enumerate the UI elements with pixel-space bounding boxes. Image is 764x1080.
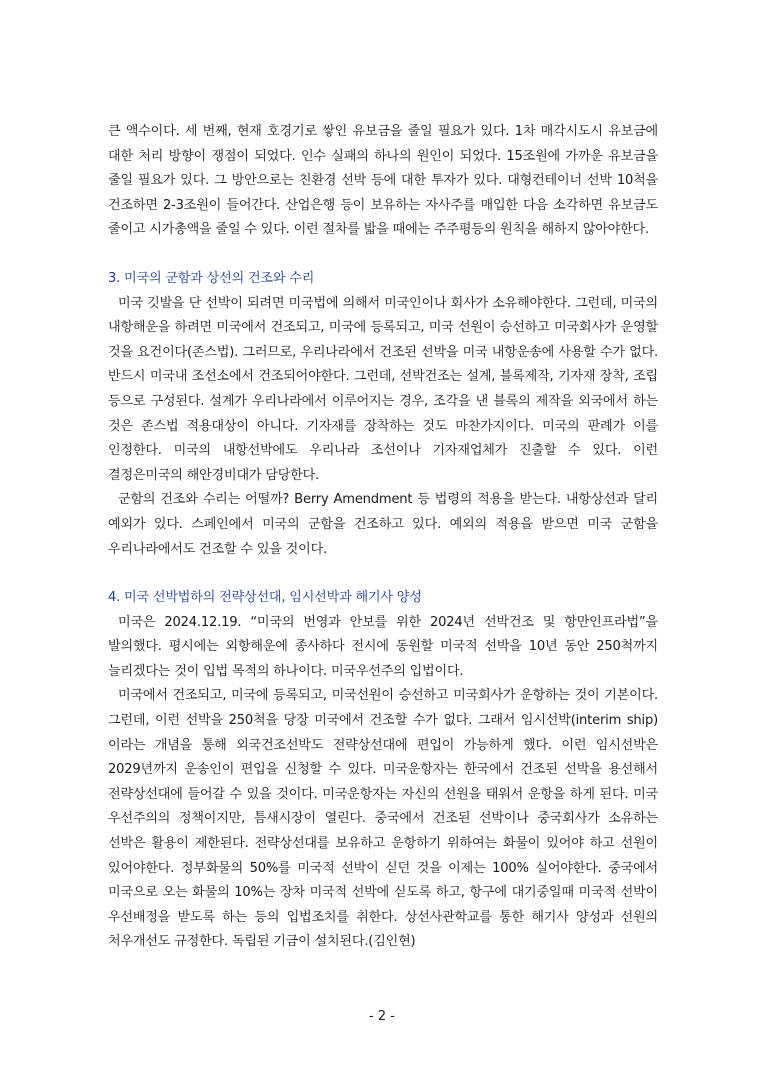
section-3-paragraph-1: 미국 깃발을 단 선박이 되려면 미국법에 의해서 미국인이나 회사가 소유해야한다. 그런데, 미국의 내항해운을 하려면 미국에서 건조되고, 미국에 등록되고, 미국 선원이 승선하고 미국회사가 운영할 것을 요건이다(존스법). 그러므로, 우리나라에서 건조된 선박을 미국 내항운송에 사용할 수가 없다. 반드시 미국내 조선소에서 건조되어야한다. 그런데, 선박건조는 설계, 블록제작, 기자재 장착, 조립 등으로 구성된다. 설계가 우리나라에서 이루어지는 경우, 조각을 낸 블록의 제작을 외국에서 하는 것은 존스법 적용대상이 아니다. 기자재를 장착하는 것도 마찬가지이다. 미국의 판례가 이를 인정한다. 미국의 내항선박에도 우리나라 조선이나 기자재업체가 진출할 수 있다. 이런 결정은미국의 해안경비대가 담당한다.: [108, 295, 658, 483]
section-4-paragraph-2: 미국에서 건조되고, 미국에 등록되고, 미국선원이 승선하고 미국회사가 운항하는 것이 기본이다. 그런데, 이런 선박을 250척을 당장 미국에서 건조할 수가 없다. 그래서 임시선박(interim ship)이라는 개념을 통해 외국건조선박도 전략상선대에 편입이 가능하게 했다. 이런 임시선박은 2029년까지 운송인이 편입을 신청할 수 있다. 미국운항자는 한국에서 건조된 선박을 용선해서 전략상선대에 들어갈 수 있을 것이다. 미국운항자는 자신의 선원을 태워서 운항을 하게 된다. 미국 우선주의의 정책이지만, 틈새시장이 열린다. 중국에서 건조된 선박이나 중국회사가 소유하는 선박은 활용이 제한된다. 전략상선대를 보유하고 운항하기 위하여는 화물이 있어야 하고 선원이 있어야한다. 정부화물의 50%를 미국적 선박이 싣던 것을 이제는 100% 실어야한다. 중국에서 미국으로 오는 화물의 10%는 장차 미국적 선박에 싣도록 하고, 항구에 대기중일때 미국적 선박이 우선배정을 받도록 하는 등의 입법조치를 취한다. 상선사관학교를 통한 해기사 양성과 선원의 처우개선도 규정한다. 독립된 기금이 설치된다.(김인현): [108, 688, 658, 950]
section-3-paragraph-2: 군함의 건조와 수리는 어떨까? Berry Amendment 등 법령의 적용을 받는다. 내항상선과 달리 예외가 있다. 스페인에서 미국의 군함을 건조하고 있다. 예외의 적용을 받으면 미국 군함을 우리나라에서도 건조할 수 있을 것이다.: [108, 492, 658, 557]
page-number: - 2 -: [369, 1009, 395, 1024]
section-spacer: [108, 243, 658, 267]
intro-paragraph: 큰 액수이다. 세 번째, 현재 호경기로 쌓인 유보금을 줄일 필요가 있다. 1차 매각시도시 유보금에 대한 처리 방향이 쟁점이 되었다. 인수 실패의 하나의 원인이 되었다. 15조원에 가까운 유보금을 줄일 필요가 있다. 그 방안으로는 친환경 선박 등에 대한 투자가 있다. 대형컨테이너 선박 10척을 건조하면 2-3조원이 들어간다. 산업은행 등이 보유하는 자사주를 매입한 다음 소각하면 유보금도 줄이고 시가총액을 줄일 수 있다. 이런 절차를 밟을 때에는 주주평등의 원칙을 해하지 않아야한다.: [108, 124, 658, 238]
section-spacer: [108, 562, 658, 586]
section-3-heading: 3. 미국의 군함과 상선의 건조와 수리: [108, 270, 315, 286]
section-4-heading: 4. 미국 선박법하의 전략상선대, 임시선박과 해기사 양성: [108, 590, 422, 606]
section-4-paragraph-1: 미국은 2024.12.19. “미국의 번영과 안보를 위한 2024년 선박건조 및 항만인프라법”을 발의했다. 평시에는 외항해운에 종사하다 전시에 동원할 미국적 선박을 10년 동안 250척까지 늘리겠다는 것이 입법 목적의 하나이다. 미국우선주의 입법이다.: [108, 614, 658, 679]
document-body: [108, 120, 658, 955]
